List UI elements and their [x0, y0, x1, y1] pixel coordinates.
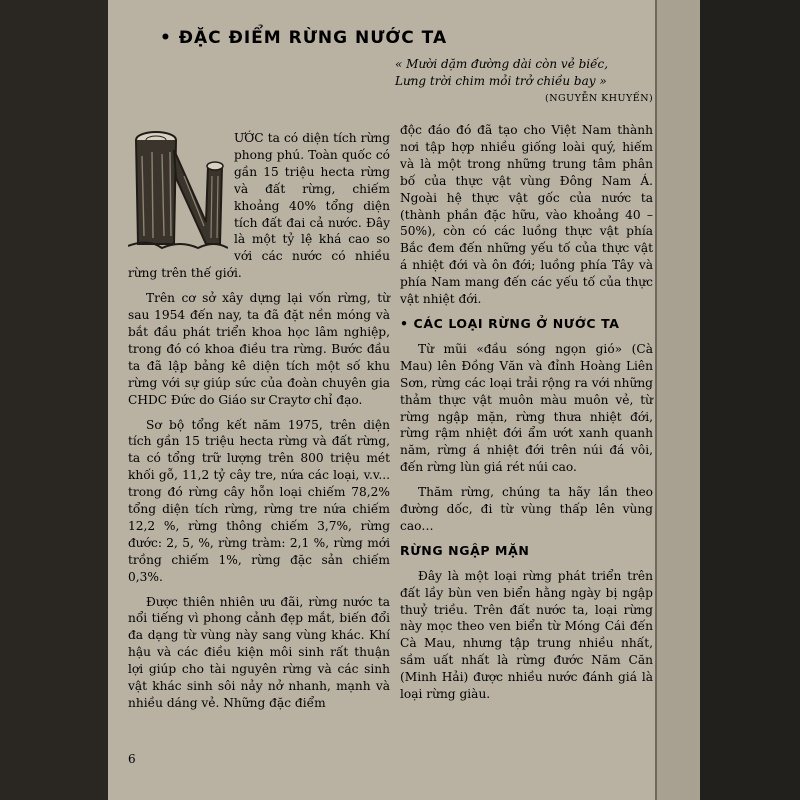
column-left	[128, 130, 390, 720]
epigraph-source: (NGUYỄN KHUYẾN)	[545, 93, 654, 104]
column-right	[400, 122, 653, 711]
section-heading: • CÁC LOẠI RỪNG Ở NƯỚC TA	[400, 315, 620, 331]
epigraph-line-1: « Mười dặm đường dài còn vẻ biếc,	[395, 57, 609, 71]
paragraph: ƯỚC ta có diện tích rừng phong phú. Toàn quốc có gần 15 triệu hecta rừng và đất rừng, chiếm khoảng 40% tổng diện tích đất đai cả nước. Đây là một tỷ lệ khá cao so với các nước có nhiều rừng trên thế giới.	[128, 131, 390, 281]
paragraph: Được thiên nhiên ưu đãi, rừng nước ta nổi tiếng vì phong cảnh đẹp mắt, biến đổi đa dạng từ vùng này sang vùng khác. Khí hậu và các điều kiện môi sinh rất thuận lợi giúp cho tài nguyên rừng và các sinh vật khác sinh sôi nảy nở nhanh, mạnh và nhiều dáng vẻ. Những đặc điểm	[128, 594, 390, 710]
page-number: 6	[128, 752, 136, 766]
section-heading: RỪNG NGẬP MẶN	[400, 542, 530, 558]
paragraph: Trên cơ sở xây dựng lại vốn rừng, từ sau 1954 đến nay, ta đã đặt nền móng và bắt đầu phát triển khoa học lâm nghiệp, trong đó có khoa điều tra rừng. Bước đầu ta đã lập bảng kê diện tích một số khu rừng với sự giúp sức của đoàn chuyên gia CHDC Đức do Giáo sư Craytơ chỉ đạo.	[128, 291, 390, 407]
paragraph: Từ mũi «đầu sóng ngọn gió» (Cà Mau) lên Đồng Văn và đỉnh Hoàng Liên Sơn, rừng các loại trải rộng ra với những thảm thực vật muôn màu muôn vẻ, từ rừng ngập mặn, rừng thưa nhiệt đới, rừng rậm nhiệt đới ẩm ướt xanh quanh năm, rừng á nhiệt đới trên núi đá vôi, đến rừng lùn giá rét núi cao.	[400, 341, 653, 475]
article-title: • ĐẶC ĐIỂM RỪNG NƯỚC TA	[160, 28, 448, 48]
paragraph: độc đáo đó đã tạo cho Việt Nam thành nơi tập hợp nhiều giống loài quý, hiếm và là một trong những trung tâm phân bố của thực vật vùng Đông Nam Á. Ngoài hệ thực vật gốc của nước ta (thành phần đặc hữu, vào khoảng 40 – 50%), còn có các luồng thực vật phía Bắc đem đến những yếu tố của thực vật á nhiệt đới và ôn đới; luồng phía Tây và phía Nam mang đến các yếu tố của thực vật nhiệt đới.	[400, 123, 653, 307]
next-page-edge	[655, 0, 702, 800]
background-edge	[700, 0, 800, 800]
paragraph: Đây là một loại rừng phát triển trên đất lầy bùn ven biển hằng ngày bị ngập thuỷ triều. Trên đất nước ta, loại rừng này mọc theo ven biển từ Móng Cái đến Cà Mau, nhưng tập trung nhiều nhất, sầm uất nhất là rừng đước Năm Căn (Minh Hải) được nhiều nước đánh giá là loại rừng giàu.	[400, 568, 653, 702]
epigraph	[395, 56, 655, 90]
paragraph: Thăm rừng, chúng ta hãy lần theo đường dốc, đi từ vùng thấp lên vùng cao…	[400, 485, 653, 533]
tree-stump-dropcap-icon	[128, 126, 228, 254]
epigraph-line-2: Lưng trời chim mỏi trở chiều bay »	[395, 74, 607, 88]
paragraph: Sơ bộ tổng kết năm 1975, trên diện tích gần 15 triệu hecta rừng và đất rừng, ta có tổng trữ lượng trên 800 triệu mét khối gỗ, 11,2 tỷ cây tre, nứa các loại, v.v... trong đó rừng cây hỗn loại chiếm 78,2% tổng diện tích rừng, rừng tre nứa chiếm 12,2 %, rừng thông chiếm 3,7%, rừng đước: 2, 5, %, rừng tràm: 2,1 %, rừng mới trồng chiếm 1%, rừng đặc sản chiếm 0,3%.	[128, 417, 390, 584]
